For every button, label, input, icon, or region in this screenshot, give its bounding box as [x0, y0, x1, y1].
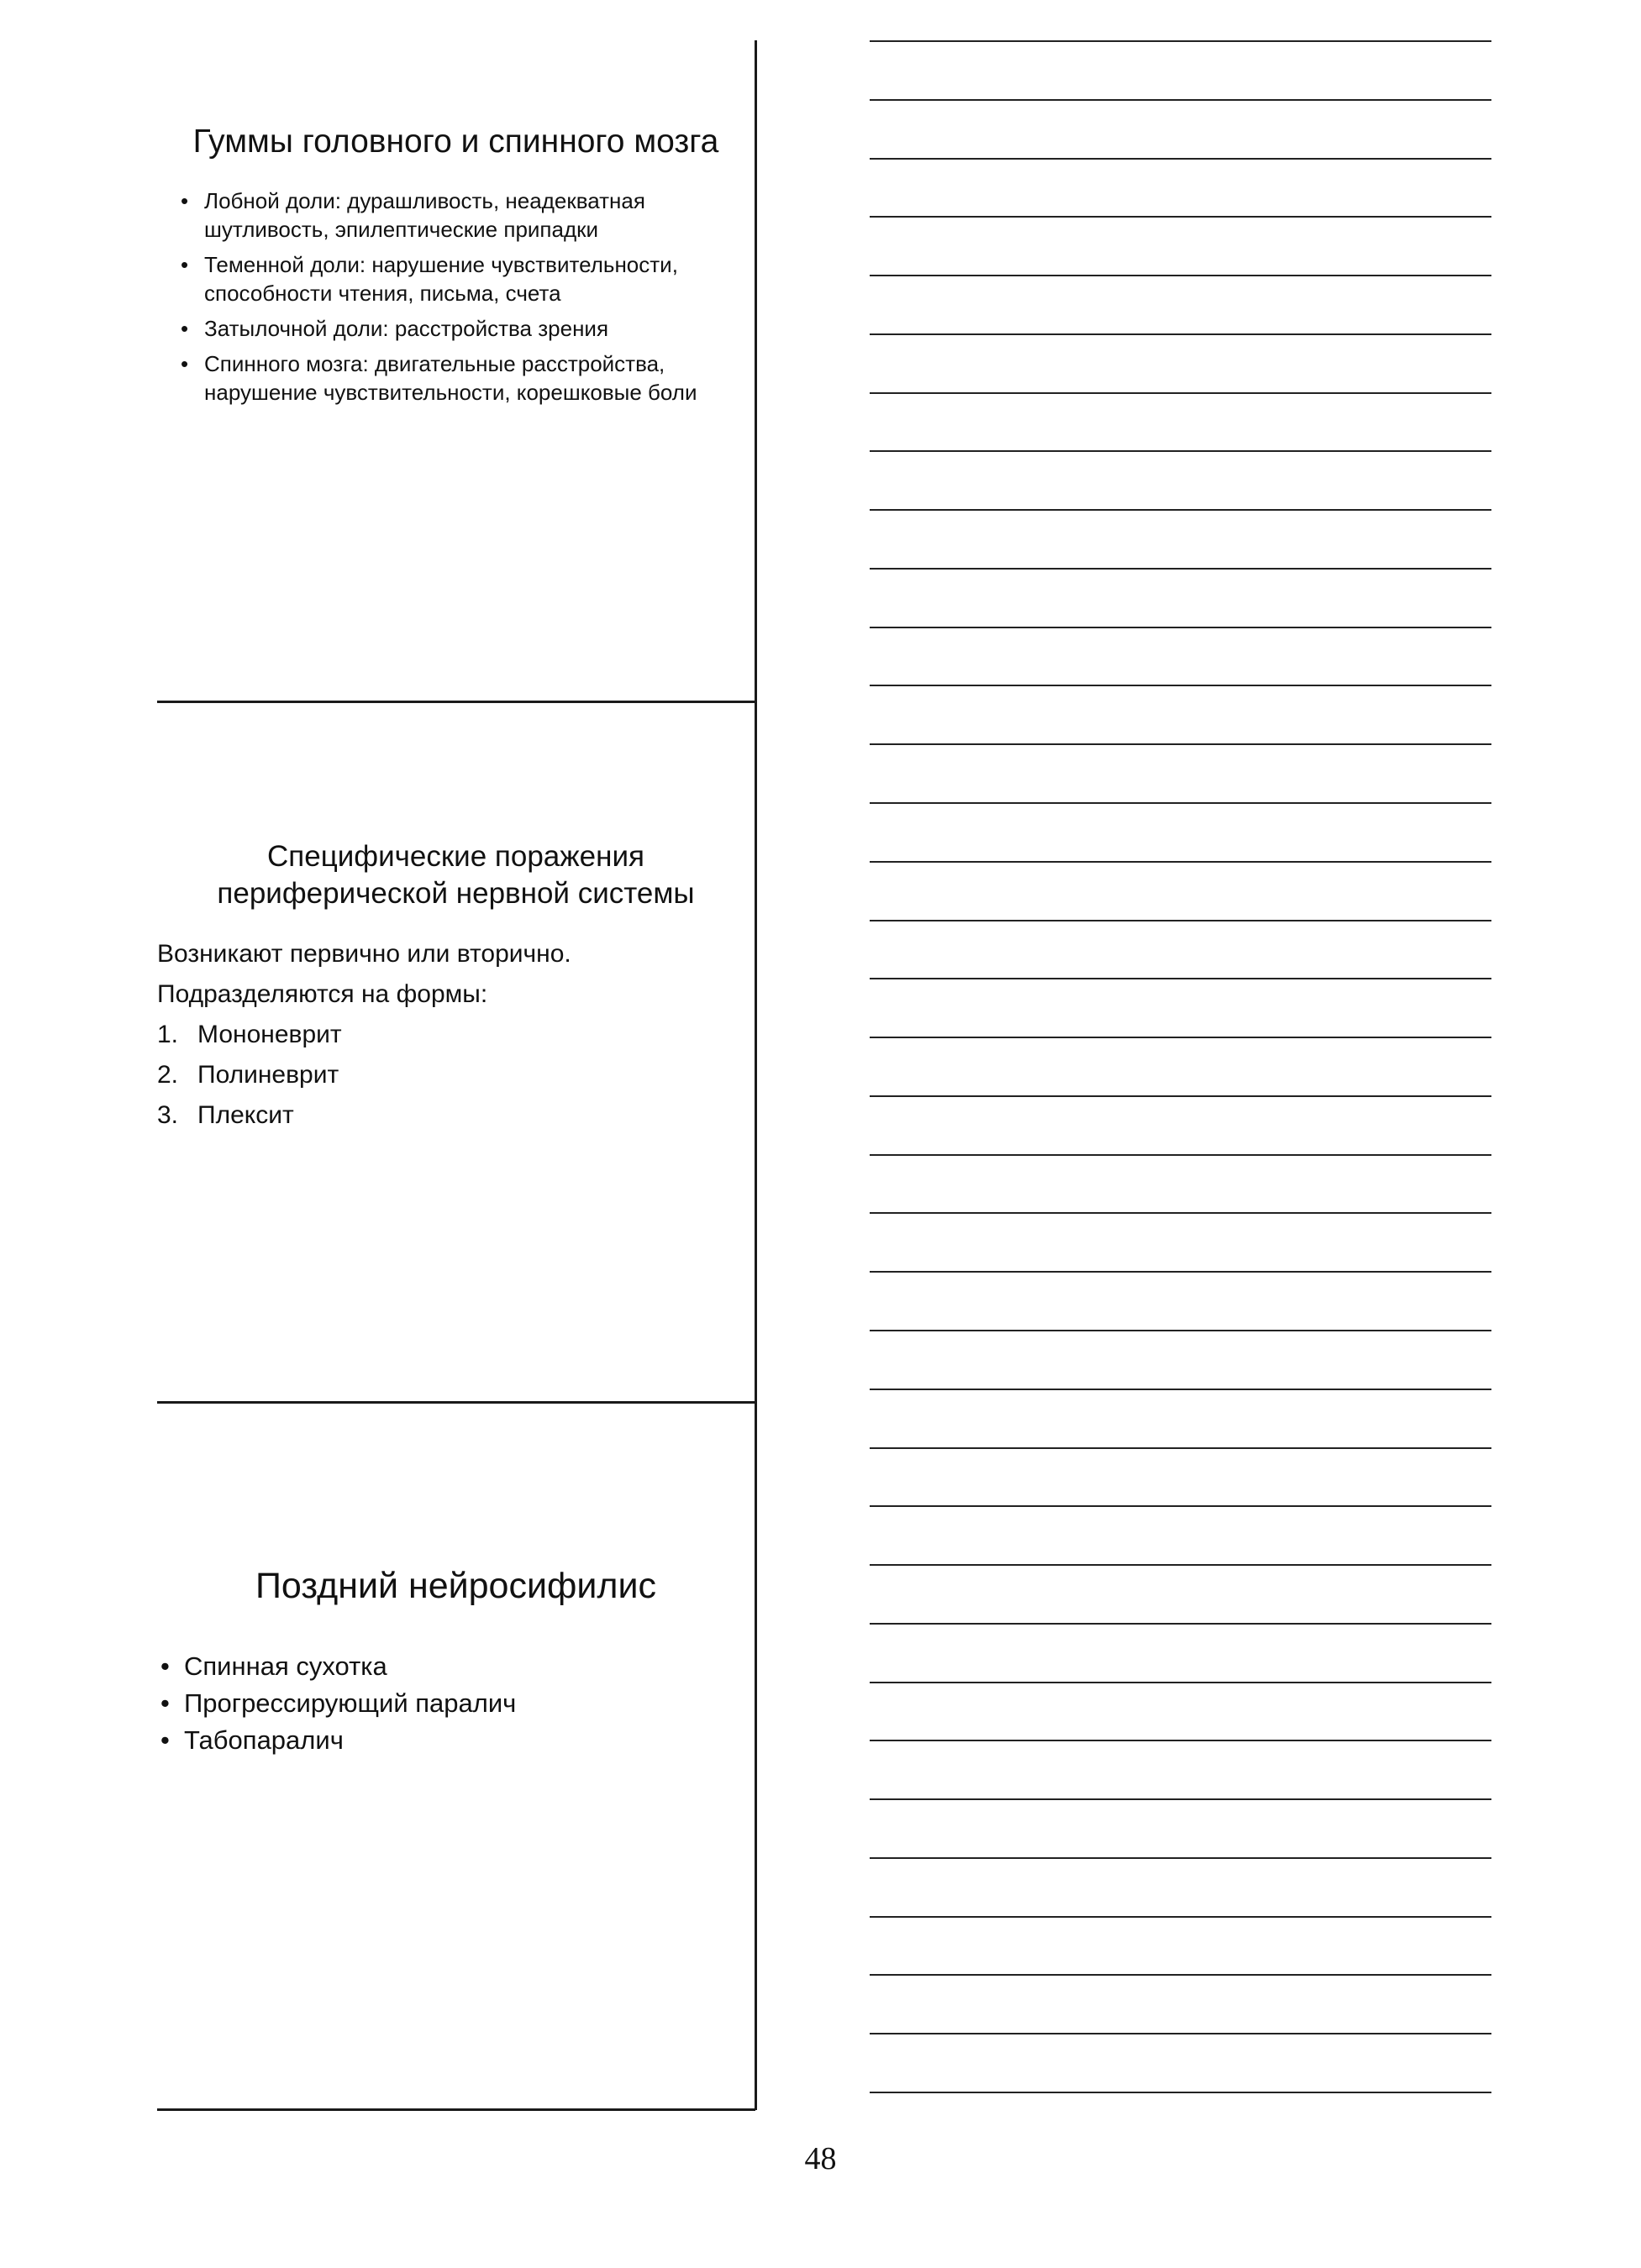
- slide-separator-1: [157, 701, 755, 703]
- paragraph: Подразделяются на формы:: [157, 980, 488, 1008]
- bullet-list: [157, 1648, 755, 1759]
- slide-late-neurosyphilis: [157, 1562, 755, 1759]
- note-line: [870, 1798, 1491, 1800]
- note-line: [870, 450, 1491, 452]
- bullet-icon: •: [160, 1725, 170, 1755]
- list-number: 2.: [157, 1061, 179, 1089]
- note-line: [870, 2033, 1491, 2034]
- note-line: [870, 1154, 1491, 1156]
- note-line: [870, 1974, 1491, 1976]
- note-line: [870, 1623, 1491, 1625]
- list-item-text: Плексит: [197, 1101, 294, 1129]
- slide-column-divider: [755, 40, 757, 2110]
- list-item-text: Спинного мозга: двигательные расстройства, нарушение чувствительности, корешковые боли: [204, 350, 697, 405]
- notes-area: [870, 0, 1491, 2117]
- note-line: [870, 1271, 1491, 1273]
- list-item-text: Затылочной доли: расстройства зрения: [204, 315, 609, 341]
- note-line: [870, 627, 1491, 628]
- list-item: [157, 1095, 755, 1136]
- paragraph: Возникают первично или вторично.: [157, 940, 571, 968]
- note-line: [870, 1916, 1491, 1918]
- note-line: [870, 1564, 1491, 1566]
- note-line: [870, 1505, 1491, 1507]
- bullet-icon: •: [181, 315, 189, 341]
- note-line: [870, 158, 1491, 160]
- list-item: [160, 1722, 755, 1759]
- list-item: [160, 1685, 755, 1722]
- list-item-text: Спинная сухотка: [184, 1651, 387, 1681]
- list-item-text: Прогрессирующий паралич: [184, 1688, 517, 1718]
- note-line: [870, 275, 1491, 276]
- note-line: [870, 333, 1491, 335]
- note-line: [870, 2092, 1491, 2093]
- list-item: [157, 1015, 755, 1055]
- bullet-icon: •: [181, 187, 189, 213]
- note-line: [870, 1389, 1491, 1390]
- note-line: [870, 1037, 1491, 1038]
- note-line: [870, 1857, 1491, 1859]
- note-line: [870, 216, 1491, 218]
- note-line: [870, 1447, 1491, 1449]
- note-line: [870, 568, 1491, 570]
- note-line: [870, 920, 1491, 921]
- list-item-text: Полиневрит: [197, 1061, 339, 1089]
- note-line: [870, 1330, 1491, 1331]
- slide-separator-2: [157, 1401, 755, 1404]
- bullet-icon: •: [181, 251, 189, 277]
- list-item: [181, 314, 725, 343]
- list-item: [160, 1648, 755, 1685]
- slide-peripheral-nervous-system: [157, 838, 755, 1136]
- slide-body: [157, 934, 755, 1136]
- slide-title: Поздний нейросифилис: [255, 1566, 656, 1606]
- slide-gummas: [157, 122, 755, 413]
- page-number: 48: [804, 2141, 837, 2176]
- bullet-icon: •: [181, 350, 189, 376]
- list-item: [157, 1055, 755, 1095]
- note-line: [870, 861, 1491, 863]
- list-item: [181, 250, 725, 307]
- note-line: [870, 743, 1491, 745]
- list-item: [181, 186, 725, 244]
- list-item: [181, 349, 725, 407]
- note-line: [870, 1095, 1491, 1097]
- list-number: 3.: [157, 1101, 179, 1129]
- note-line: [870, 1682, 1491, 1683]
- numbered-list: [157, 1015, 755, 1136]
- list-item-text: Мононеврит: [197, 1021, 342, 1048]
- note-line: [870, 685, 1491, 686]
- list-number: 1.: [157, 1021, 179, 1048]
- slide-separator-3: [157, 2108, 755, 2111]
- list-item-text: Теменной доли: нарушение чувствительности, способности чтения, письма, счета: [204, 251, 678, 306]
- note-line: [870, 1212, 1491, 1214]
- bullet-icon: •: [160, 1651, 170, 1681]
- note-line: [870, 99, 1491, 101]
- note-line: [870, 1740, 1491, 1741]
- note-line: [870, 978, 1491, 979]
- note-line: [870, 40, 1491, 42]
- note-line: [870, 509, 1491, 511]
- list-item-text: Табопаралич: [184, 1725, 344, 1755]
- list-item-text: Лобной доли: дурашливость, неадекватная шутливость, эпилептические припадки: [204, 187, 645, 242]
- bullet-list: [157, 186, 755, 407]
- note-line: [870, 392, 1491, 394]
- slide-title: Специфические поражения периферической нервной системы: [217, 840, 695, 910]
- note-line: [870, 802, 1491, 804]
- slide-title: Гуммы головного и спинного мозга: [192, 123, 719, 160]
- bullet-icon: •: [160, 1688, 170, 1718]
